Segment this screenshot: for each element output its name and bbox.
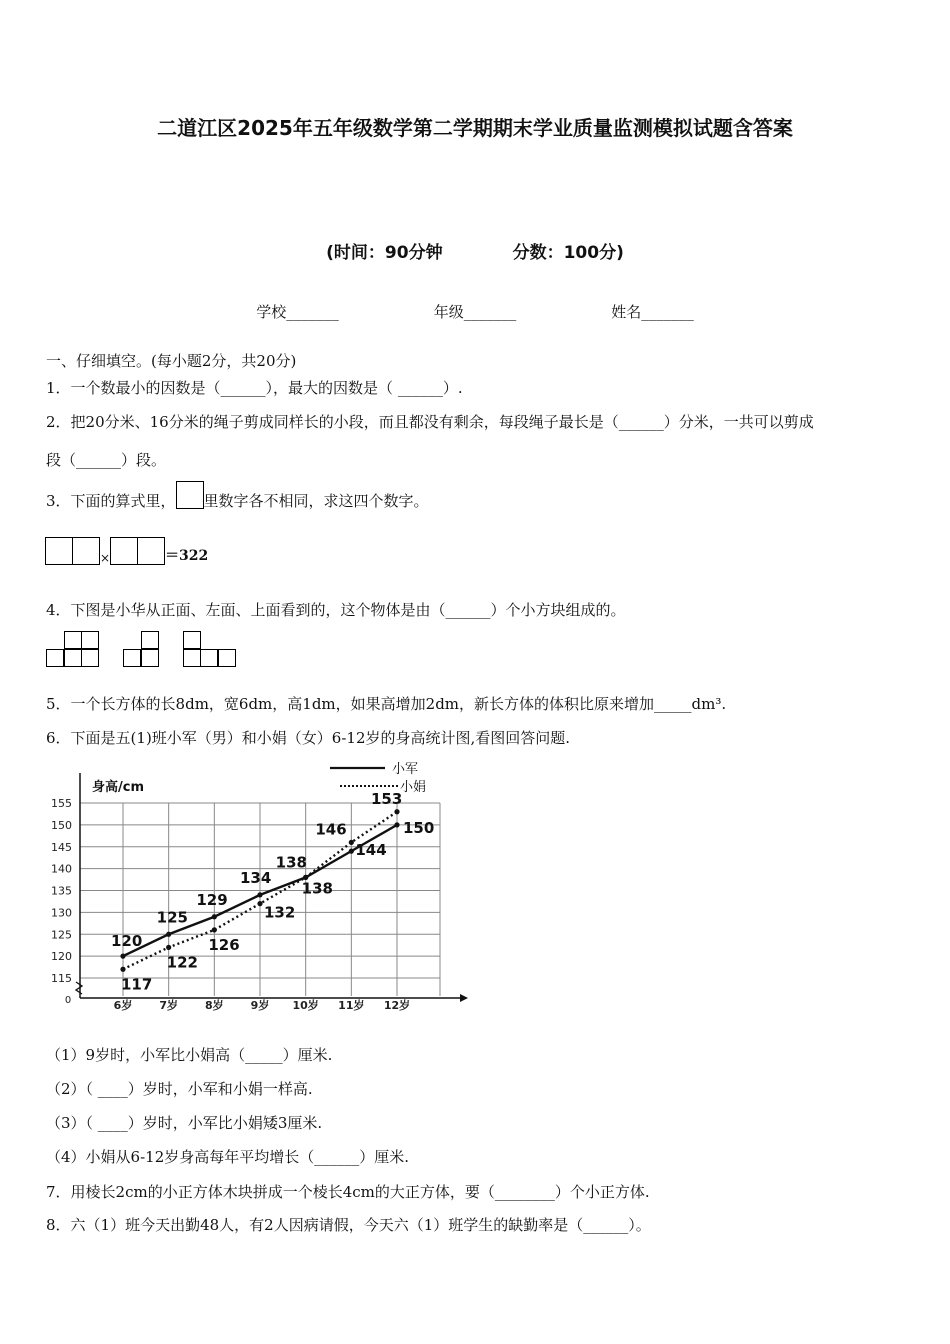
question-3 xyxy=(46,490,429,511)
y-origin-label: 0 xyxy=(64,995,72,1006)
name-field[interactable]: 姓名_______ xyxy=(611,303,694,321)
x-tick-label: 9岁 xyxy=(250,999,270,1012)
y-tick-label: 140 xyxy=(51,862,72,876)
y-tick-label: 115 xyxy=(51,972,72,985)
question-6-2: （2）（ ____）岁时，小军和小娟一样高. xyxy=(46,1080,313,1098)
height-line-chart xyxy=(40,755,480,1020)
student-info xyxy=(0,301,950,322)
question-6-4: （4）小娟从6-12岁身高每年平均增长（______）厘米. xyxy=(46,1148,410,1166)
question-3-text-a: 3．下面的算式里， xyxy=(46,492,176,510)
data-point-xiaojuan xyxy=(120,967,125,972)
y-tick-label: 120 xyxy=(51,950,72,964)
data-label-xiaojuan: 132 xyxy=(264,903,296,922)
data-point-xiaojun xyxy=(166,932,171,937)
data-label-xiaojun: 120 xyxy=(111,932,143,951)
score-label: 分数：100分) xyxy=(512,243,624,263)
y-tick-label: 135 xyxy=(51,884,72,898)
question-3-text-b: 里数字各不相同，求这四个数字。 xyxy=(203,492,429,510)
question-7: 7．用棱长2cm的小正方体木块拼成一个棱长4cm的大正方体，要（________）个小正方体. xyxy=(46,1183,650,1201)
data-point-xiaojuan xyxy=(212,927,217,932)
digit-box xyxy=(45,537,73,565)
data-label-xiaojun: 144 xyxy=(355,841,387,860)
question-1: 1．一个数最小的因数是（______），最大的因数是（ ______）. xyxy=(46,379,463,397)
data-point-xiaojun xyxy=(257,892,262,897)
data-label-xiaojuan: 146 xyxy=(315,820,347,839)
question-2-continued: 段（______）段。 xyxy=(46,451,167,469)
x-tick-label: 7岁 xyxy=(159,999,178,1012)
question-2: 2．把20分米、16分米的绳子剪成同样长的小段，而且都没有剩余，每段绳子最长是（______）分米，一共可以剪成 xyxy=(46,413,814,431)
x-tick-label: 10岁 xyxy=(292,999,319,1012)
data-label-xiaojuan: 126 xyxy=(208,935,240,954)
data-label-xiaojun: 129 xyxy=(196,890,228,909)
exam-info xyxy=(0,238,950,263)
y-tick-label: 125 xyxy=(51,928,72,942)
chart-axes xyxy=(76,773,468,1002)
grade-field[interactable]: 年级_______ xyxy=(433,303,517,321)
data-label-xiaojuan: 138 xyxy=(301,879,333,898)
data-label-xiaojun: 138 xyxy=(275,853,307,872)
y-tick-label: 150 xyxy=(51,818,72,832)
times-sign: × xyxy=(100,551,111,565)
question-8: 8．六（1）班今天出勤48人，有2人因病请假，今天六（1）班学生的缺勤率是（______）。 xyxy=(46,1216,651,1234)
data-point-xiaojun xyxy=(349,849,354,854)
digit-box xyxy=(137,537,165,565)
question-5: 5．一个长方体的长8dm，宽6dm，高1dm，如果高增加2dm，新长方体的体积比原来增加_____dm³. xyxy=(46,695,727,713)
x-tick-label: 6岁 xyxy=(113,999,133,1012)
data-label-xiaojuan: 153 xyxy=(371,789,403,808)
legend-label-xiaojun: 小军 xyxy=(392,762,419,777)
data-point-xiaojuan xyxy=(257,901,262,906)
equation xyxy=(45,537,208,565)
data-point-xiaojuan xyxy=(349,840,354,845)
equation-result: ＝322 xyxy=(165,548,209,564)
y-tick-label: 130 xyxy=(51,906,72,920)
data-label-xiaojun: 134 xyxy=(240,868,272,887)
question-6: 6．下面是五(1)班小军（男）和小娟（女）6-12岁的身高统计图,看图回答问题. xyxy=(46,729,571,747)
x-tick-label: 8岁 xyxy=(205,999,224,1012)
chart-series xyxy=(111,790,434,994)
data-point-xiaojun xyxy=(212,914,217,919)
question-6-1: （1）9岁时，小军比小娟高（_____）厘米. xyxy=(46,1046,333,1064)
legend-label-xiaojuan: 小娟 xyxy=(400,780,427,795)
digit-box xyxy=(72,537,100,565)
x-tick-label: 11岁 xyxy=(338,999,365,1012)
data-label-xiaojuan: 117 xyxy=(121,975,153,994)
y-tick-label: 145 xyxy=(51,840,72,854)
data-label-xiaojun: 150 xyxy=(403,818,435,837)
question-4: 4．下图是小华从正面、左面、上面看到的，这个物体是由（______）个小方块组成的。 xyxy=(46,601,626,619)
data-point-xiaojuan xyxy=(166,945,171,950)
data-label-xiaojun: 125 xyxy=(156,908,188,927)
data-point-xiaojuan xyxy=(394,809,399,814)
section-heading: 一、仔细填空。(每小题2分，共20分) xyxy=(46,352,297,370)
school-field[interactable]: 学校_______ xyxy=(256,303,339,321)
x-tick-label: 12岁 xyxy=(383,999,411,1012)
x-axis-arrow xyxy=(460,994,468,1002)
digit-box xyxy=(110,537,138,565)
chart-ticks xyxy=(51,779,410,1012)
time-label: (时间：90分钟 xyxy=(326,243,443,263)
data-point-xiaojun xyxy=(394,822,399,827)
page-title: 二道江区2025年五年级数学第二学期期末学业质量监测模拟试题含答案 xyxy=(157,116,793,140)
data-point-xiaojun xyxy=(120,954,125,959)
question-6-3: （3）（ ____）岁时，小军比小娟矮3厘米. xyxy=(46,1114,323,1132)
y-tick-label: 155 xyxy=(51,797,72,810)
digit-box xyxy=(176,481,204,509)
data-label-xiaojuan: 122 xyxy=(166,953,198,972)
axis-break-icon xyxy=(76,982,82,994)
y-axis-title: 身高/cm xyxy=(92,780,145,795)
